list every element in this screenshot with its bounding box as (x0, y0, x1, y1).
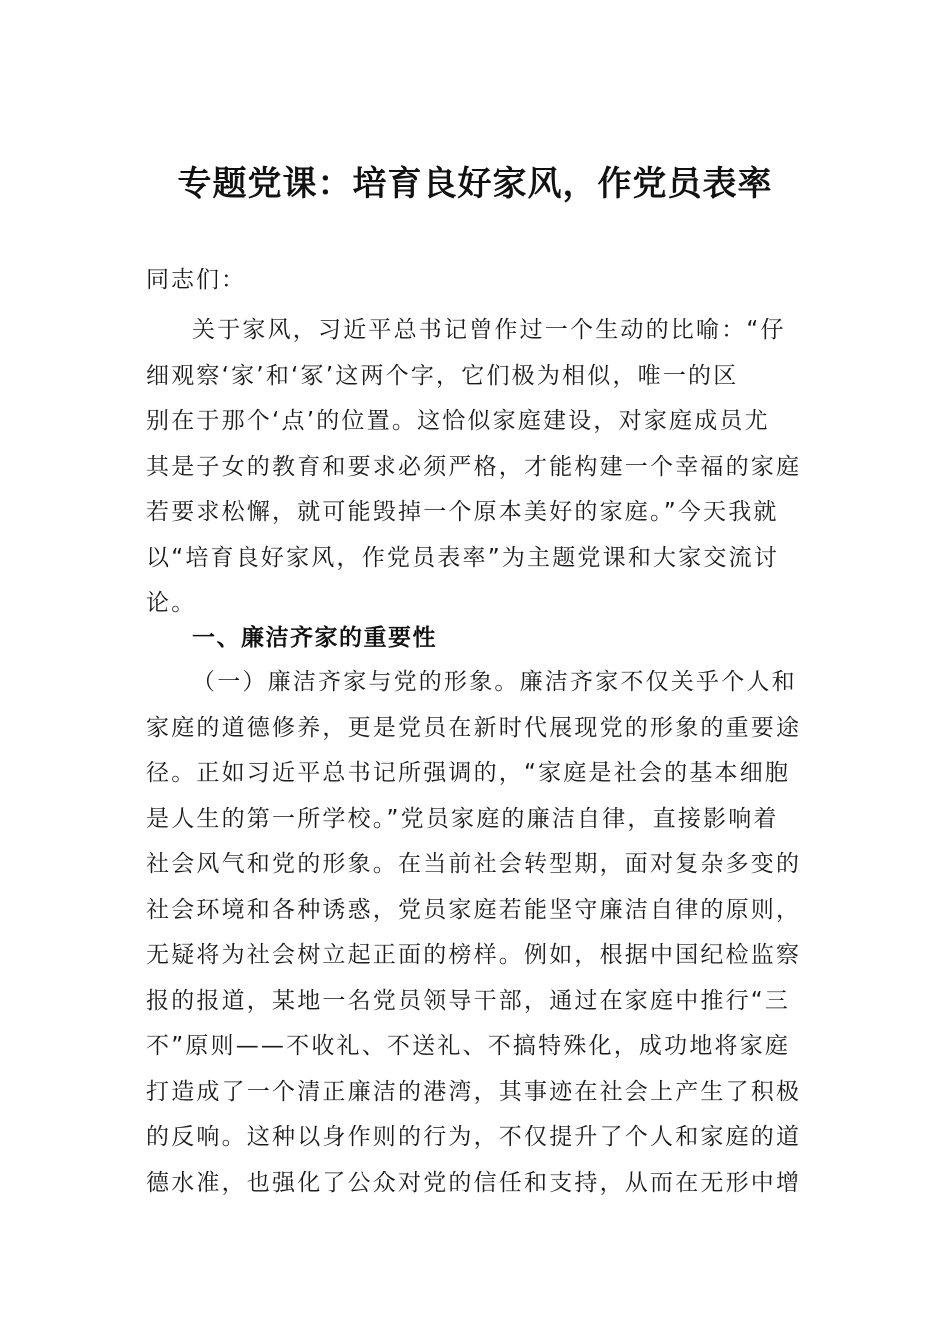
intro-line: 若要求松懈，就可能毁掉一个原本美好的家庭。”今天我就 (146, 499, 779, 525)
paragraph-line: 社会风气和党的形象。在当前社会转型期，面对复杂多变的 (146, 851, 802, 877)
intro-paragraph (146, 308, 810, 627)
salutation: 同志们： (146, 267, 246, 293)
paragraph-line: 是人生的第一所学校。”党员家庭的廉洁自律，直接影响着 (146, 805, 779, 832)
intro-line: 以“培育良好家风，作党员表率”为主题党课和大家交流讨 (146, 544, 780, 571)
intro-line: 论。 (146, 590, 197, 616)
paragraph-line: 不”原则——不收礼、不送礼、不搞特殊化，成功地将家庭 (146, 1033, 791, 1059)
paragraph-line: 社会环境和各种诱惑，党员家庭若能坚守廉洁自律的原则， (146, 896, 802, 923)
paragraph-line: （一）廉洁齐家与党的形象。廉洁齐家不仅关乎个人和 (192, 669, 797, 695)
paragraph-line: 的反响。这种以身作则的行为，不仅提升了个人和家庭的道 (146, 1124, 802, 1150)
paragraph-line: 径。正如习近平总书记所强调的，“家庭是社会的基本细胞 (146, 760, 791, 786)
paragraph-line: 德水准，也强化了公众对党的信任和支持，从而在无形中增 (146, 1169, 802, 1196)
paragraph-line: 无疑将为社会树立起正面的榜样。例如，根据中国纪检监察 (146, 942, 802, 968)
paragraph-line: 报的报道，某地一名党员领导干部，通过在家庭中推行“三 (146, 987, 791, 1014)
intro-line: 细观察‘家’和‘冢’这两个字，它们极为相似，唯一的区 (146, 362, 739, 389)
section-paragraph (146, 660, 810, 1206)
paragraph-line: 家庭的道德修养，更是党员在新时代展现党的形象的重要途 (146, 714, 802, 741)
intro-line: 其是子女的教育和要求必须严格，才能构建一个幸福的家庭 (146, 453, 802, 480)
paragraph-line: 打造成了一个清正廉洁的港湾，其事迹在社会上产生了积极 (146, 1078, 802, 1105)
intro-line: 关于家风，习近平总书记曾作过一个生动的比喻：“仔 (192, 317, 786, 343)
document-title: 专题党课：培育良好家风，作党员表率 (177, 164, 773, 204)
intro-line: 别在于那个‘点’的位置。这恰似家庭建设，对家庭成员尤 (146, 408, 770, 434)
section-heading: 一、廉洁齐家的重要性 (192, 625, 437, 651)
